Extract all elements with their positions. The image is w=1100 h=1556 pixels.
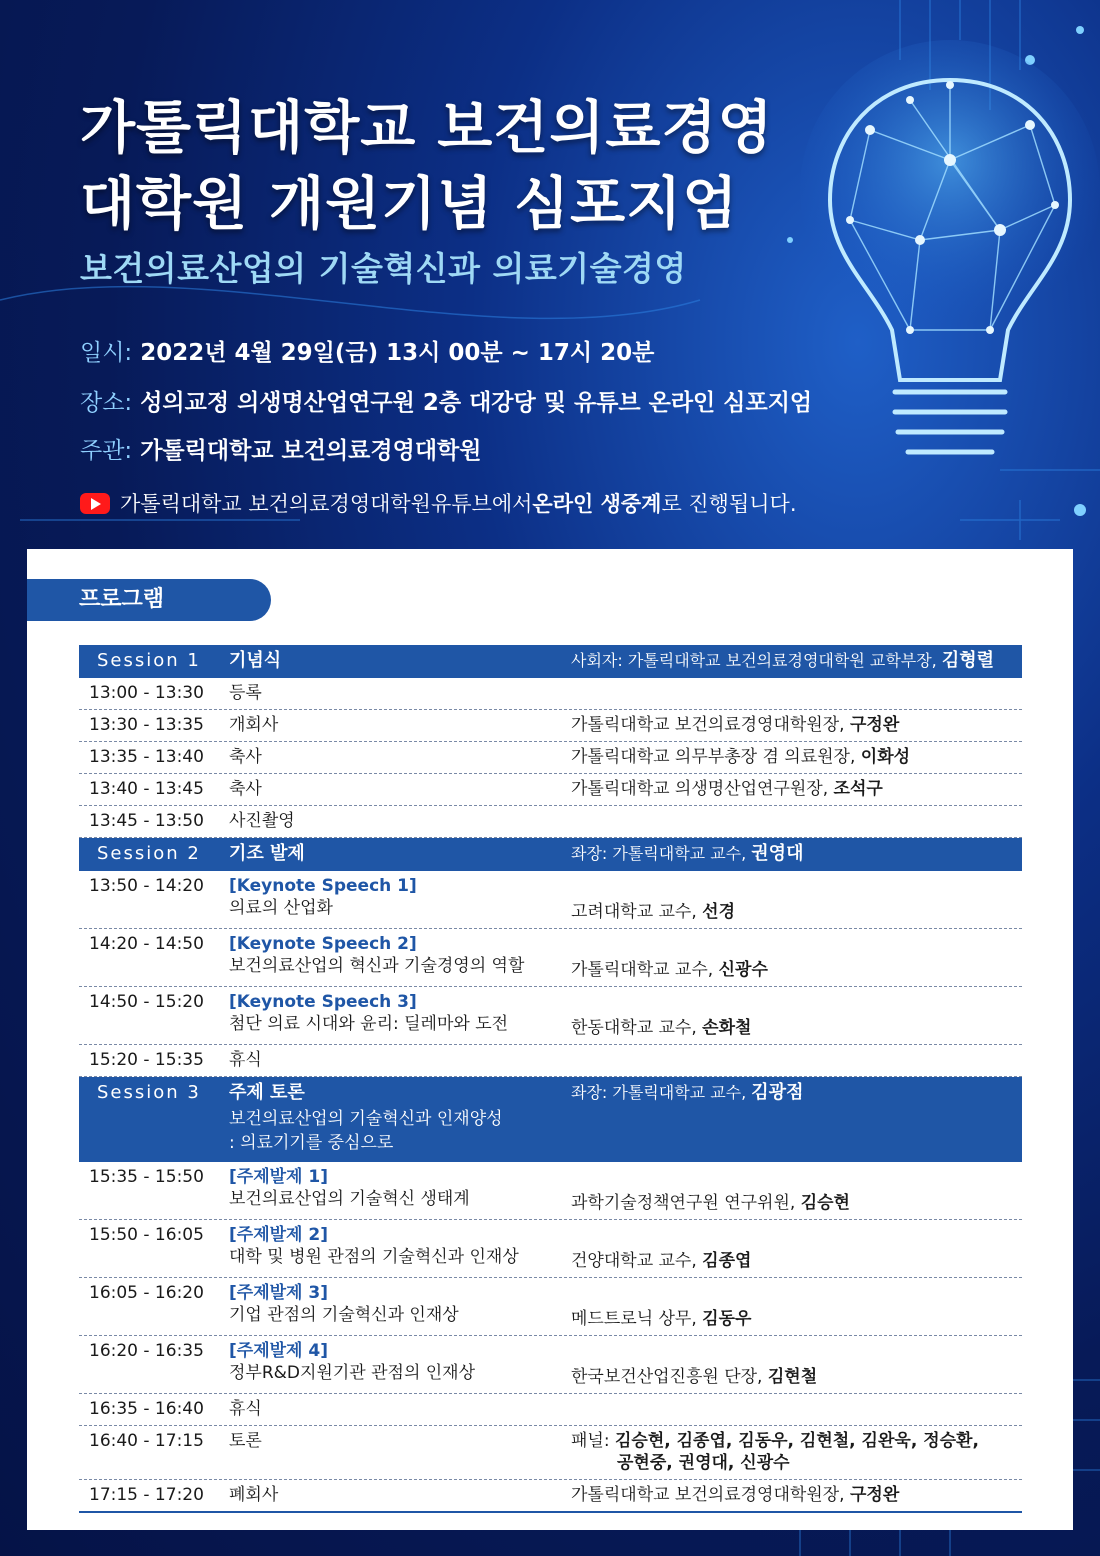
time-cell: 15:20 - 15:35 bbox=[89, 1050, 204, 1070]
speaker-cell bbox=[571, 1484, 1022, 1506]
table-row bbox=[79, 1278, 1022, 1336]
speaker-name: 이화성 bbox=[860, 747, 911, 767]
youtube-prefix: 가톨릭대학교 보건의료경영대학원 bbox=[120, 492, 431, 516]
table-row bbox=[79, 678, 1022, 710]
program-title: 개회사 bbox=[229, 715, 279, 735]
speaker-affil: 가톨릭대학교 교수, bbox=[571, 960, 719, 980]
youtube-mid: 유튜브에서 bbox=[430, 492, 533, 516]
speaker-cell bbox=[571, 991, 1022, 1039]
table-row bbox=[79, 774, 1022, 806]
session-label: Session 2 bbox=[97, 843, 201, 864]
program-cell bbox=[229, 714, 571, 736]
program-cell bbox=[229, 1224, 571, 1272]
table-row bbox=[79, 929, 1022, 987]
table-row bbox=[79, 806, 1022, 838]
program-cell bbox=[229, 682, 571, 704]
keynote-tag: [주제발제 2] bbox=[229, 1225, 328, 1245]
table-row bbox=[79, 1162, 1022, 1220]
time-cell: 13:35 - 13:40 bbox=[89, 747, 204, 767]
speaker-name: 구정완 bbox=[849, 1485, 900, 1505]
info-place bbox=[80, 384, 812, 417]
program-title: 축사 bbox=[229, 747, 262, 767]
speaker-affil: 가톨릭대학교 보건의료경영대학원장, bbox=[571, 715, 850, 735]
speaker-name: 김광점 bbox=[751, 1082, 804, 1103]
program-title: 사진촬영 bbox=[229, 811, 295, 831]
subtitle: 보건의료산업의 기술혁신과 의료기술경영 bbox=[80, 249, 687, 288]
speaker-cell bbox=[571, 714, 1022, 736]
speaker-name: 조석구 bbox=[833, 779, 883, 799]
speaker-affil: 건양대학교 교수, bbox=[571, 1251, 703, 1271]
program-cell bbox=[229, 991, 571, 1039]
program-cell bbox=[229, 746, 571, 768]
program-cell bbox=[229, 1340, 571, 1388]
program-title: 보건의료산업의 기술혁신 생태계 bbox=[229, 1189, 470, 1209]
speaker-name: 김형렬 bbox=[941, 650, 995, 671]
info-host bbox=[80, 432, 481, 465]
table-row bbox=[79, 987, 1022, 1045]
speaker-cell bbox=[571, 843, 1022, 865]
program-panel bbox=[27, 549, 1073, 1530]
table-row bbox=[79, 1045, 1022, 1077]
program-title: 기념식 bbox=[229, 650, 282, 671]
table-row bbox=[79, 1220, 1022, 1278]
keynote-tag: [주제발제 4] bbox=[229, 1341, 328, 1361]
program-title: 등록 bbox=[229, 683, 262, 703]
place-label: 장소: bbox=[80, 390, 133, 416]
main-title-line1: 가톨릭대학교 보건의료경영 bbox=[80, 95, 774, 161]
speaker-cell bbox=[571, 1430, 1022, 1474]
speaker-name: 선경 bbox=[702, 902, 736, 922]
program-cell bbox=[229, 1282, 571, 1330]
keynote-tag: [주제발제 3] bbox=[229, 1283, 328, 1303]
host-label: 주관: bbox=[80, 438, 133, 464]
info-date bbox=[80, 334, 654, 367]
speaker-name: 김승현, 김종엽, 김동우, 김현철, 김완욱, 정승환, bbox=[614, 1431, 979, 1451]
lightbulb-icon bbox=[800, 40, 1100, 490]
program-title: 폐회사 bbox=[229, 1485, 279, 1505]
speaker-name: 손화철 bbox=[702, 1018, 752, 1038]
date-value: 2022년 4월 29일(금) 13시 00분 ~ 17시 20분 bbox=[140, 340, 655, 366]
time-cell: 14:50 - 15:20 bbox=[89, 992, 204, 1012]
time-cell: 14:20 - 14:50 bbox=[89, 934, 204, 954]
table-row bbox=[79, 1426, 1022, 1480]
speaker-name: 공현중, 권영대, 신광수 bbox=[617, 1453, 790, 1473]
time-cell: 13:45 - 13:50 bbox=[89, 811, 204, 831]
program-title: 대학 및 병원 관점의 기술혁신과 인재상 bbox=[229, 1247, 519, 1267]
program-table bbox=[79, 645, 1022, 1513]
session-row bbox=[79, 1077, 1022, 1162]
speaker-affil: 패널: bbox=[571, 1431, 615, 1451]
speaker-name: 김종엽 bbox=[702, 1251, 752, 1271]
speaker-cell bbox=[571, 933, 1022, 981]
program-title: 토론 bbox=[229, 1431, 262, 1451]
place-value: 성의교정 의생명산업연구원 2층 대강당 및 유튜브 온라인 심포지엄 bbox=[140, 390, 813, 416]
speaker-cell bbox=[571, 650, 1022, 672]
program-title: 휴식 bbox=[229, 1050, 262, 1070]
session-sub: : 의료기기를 중심으로 bbox=[229, 1133, 394, 1153]
program-cell bbox=[229, 875, 571, 923]
speaker-cell bbox=[571, 1166, 1022, 1214]
program-title: 기조 발제 bbox=[229, 843, 305, 864]
time-cell: 13:50 - 14:20 bbox=[89, 876, 204, 896]
keynote-tag: [Keynote Speech 3] bbox=[229, 992, 417, 1012]
speaker-name: 김동우 bbox=[702, 1309, 752, 1329]
table-row bbox=[79, 1480, 1022, 1513]
speaker-affil: 사회자: 가톨릭대학교 보건의료경영대학원 교학부장, bbox=[571, 651, 942, 670]
speaker-affil: 고려대학교 교수, bbox=[571, 902, 703, 922]
speaker-cell bbox=[571, 1224, 1022, 1272]
speaker-cell bbox=[571, 1049, 1022, 1071]
program-cell bbox=[229, 1049, 571, 1071]
time-cell: 13:40 - 13:45 bbox=[89, 779, 204, 799]
speaker-cell bbox=[571, 778, 1022, 800]
program-cell bbox=[229, 1430, 571, 1474]
speaker-name: 권영대 bbox=[751, 843, 804, 864]
program-title: 휴식 bbox=[229, 1399, 262, 1419]
speaker-cell bbox=[571, 682, 1022, 704]
program-cell bbox=[229, 650, 571, 672]
speaker-cell bbox=[571, 875, 1022, 923]
youtube-icon bbox=[80, 493, 110, 514]
speaker-affil: 과학기술정책연구원 연구위원, bbox=[571, 1193, 801, 1213]
program-title: 정부R&D지원기관 관점의 인재상 bbox=[229, 1363, 476, 1383]
speaker-affil: 가톨릭대학교 의생명산업연구원장, bbox=[571, 779, 834, 799]
speaker-name: 신광수 bbox=[718, 960, 768, 980]
youtube-bold: 온라인 생중계 bbox=[532, 492, 662, 516]
table-row bbox=[79, 1336, 1022, 1394]
program-title: 첨단 의료 시대와 윤리: 딜레마와 도전 bbox=[229, 1014, 509, 1034]
program-cell bbox=[229, 1166, 571, 1214]
main-title-line2: 대학원 개원기념 심포지엄 bbox=[80, 171, 739, 237]
speaker-affil: 좌장: 가톨릭대학교 교수, bbox=[571, 844, 752, 863]
time-cell: 16:05 - 16:20 bbox=[89, 1283, 204, 1303]
program-cell bbox=[229, 1398, 571, 1420]
session-sub: 보건의료산업의 기술혁신과 인재양성 bbox=[229, 1109, 503, 1129]
time-cell: 17:15 - 17:20 bbox=[89, 1485, 204, 1505]
time-cell: 13:30 - 13:35 bbox=[89, 715, 204, 735]
program-cell bbox=[229, 1082, 571, 1154]
program-title: 기업 관점의 기술혁신과 인재상 bbox=[229, 1305, 459, 1325]
session-row bbox=[79, 838, 1022, 871]
program-title: 주제 토론 bbox=[229, 1082, 305, 1103]
speaker-cell bbox=[571, 1340, 1022, 1388]
speaker-affil: 메드트로닉 상무, bbox=[571, 1309, 703, 1329]
speaker-cell bbox=[571, 1082, 1022, 1154]
speaker-cell bbox=[571, 810, 1022, 832]
time-cell: 16:20 - 16:35 bbox=[89, 1341, 204, 1361]
speaker-cell bbox=[571, 1398, 1022, 1420]
speaker-cell bbox=[571, 1282, 1022, 1330]
speaker-affil: 좌장: 가톨릭대학교 교수, bbox=[571, 1083, 752, 1102]
program-title: 보건의료산업의 혁신과 기술경영의 역할 bbox=[229, 956, 525, 976]
time-cell: 16:35 - 16:40 bbox=[89, 1399, 204, 1419]
program-title: 프로그램 bbox=[27, 579, 271, 621]
program-cell bbox=[229, 778, 571, 800]
youtube-suffix: 로 진행됩니다. bbox=[661, 492, 797, 516]
time-cell: 15:35 - 15:50 bbox=[89, 1167, 204, 1187]
keynote-tag: [주제발제 1] bbox=[229, 1167, 328, 1187]
speaker-affil: 한동대학교 교수, bbox=[571, 1018, 703, 1038]
program-cell bbox=[229, 810, 571, 832]
speaker-name: 김승현 bbox=[800, 1193, 850, 1213]
keynote-tag: [Keynote Speech 2] bbox=[229, 934, 417, 954]
time-cell: 15:50 - 16:05 bbox=[89, 1225, 204, 1245]
time-cell: 16:40 - 17:15 bbox=[89, 1431, 204, 1451]
youtube-notice bbox=[80, 488, 797, 518]
session-label: Session 1 bbox=[97, 650, 201, 671]
session-label: Session 3 bbox=[97, 1082, 201, 1103]
program-title: 축사 bbox=[229, 779, 262, 799]
program-title: 의료의 산업화 bbox=[229, 898, 333, 918]
table-row bbox=[79, 710, 1022, 742]
table-row bbox=[79, 871, 1022, 929]
speaker-name: 구정완 bbox=[849, 715, 900, 735]
speaker-name: 김현철 bbox=[767, 1367, 818, 1387]
table-row bbox=[79, 1394, 1022, 1426]
keynote-tag: [Keynote Speech 1] bbox=[229, 876, 417, 896]
table-row bbox=[79, 742, 1022, 774]
speaker-affil: 가톨릭대학교 보건의료경영대학원장, bbox=[571, 1485, 850, 1505]
speaker-affil: 한국보건산업진흥원 단장, bbox=[571, 1367, 768, 1387]
program-cell bbox=[229, 933, 571, 981]
session-row bbox=[79, 645, 1022, 678]
host-value: 가톨릭대학교 보건의료경영대학원 bbox=[140, 438, 482, 464]
program-cell bbox=[229, 843, 571, 865]
time-cell: 13:00 - 13:30 bbox=[89, 683, 204, 703]
speaker-affil: 가톨릭대학교 의무부총장 겸 의료원장, bbox=[571, 747, 861, 767]
program-cell bbox=[229, 1484, 571, 1506]
speaker-cell bbox=[571, 746, 1022, 768]
date-label: 일시: bbox=[80, 340, 133, 366]
